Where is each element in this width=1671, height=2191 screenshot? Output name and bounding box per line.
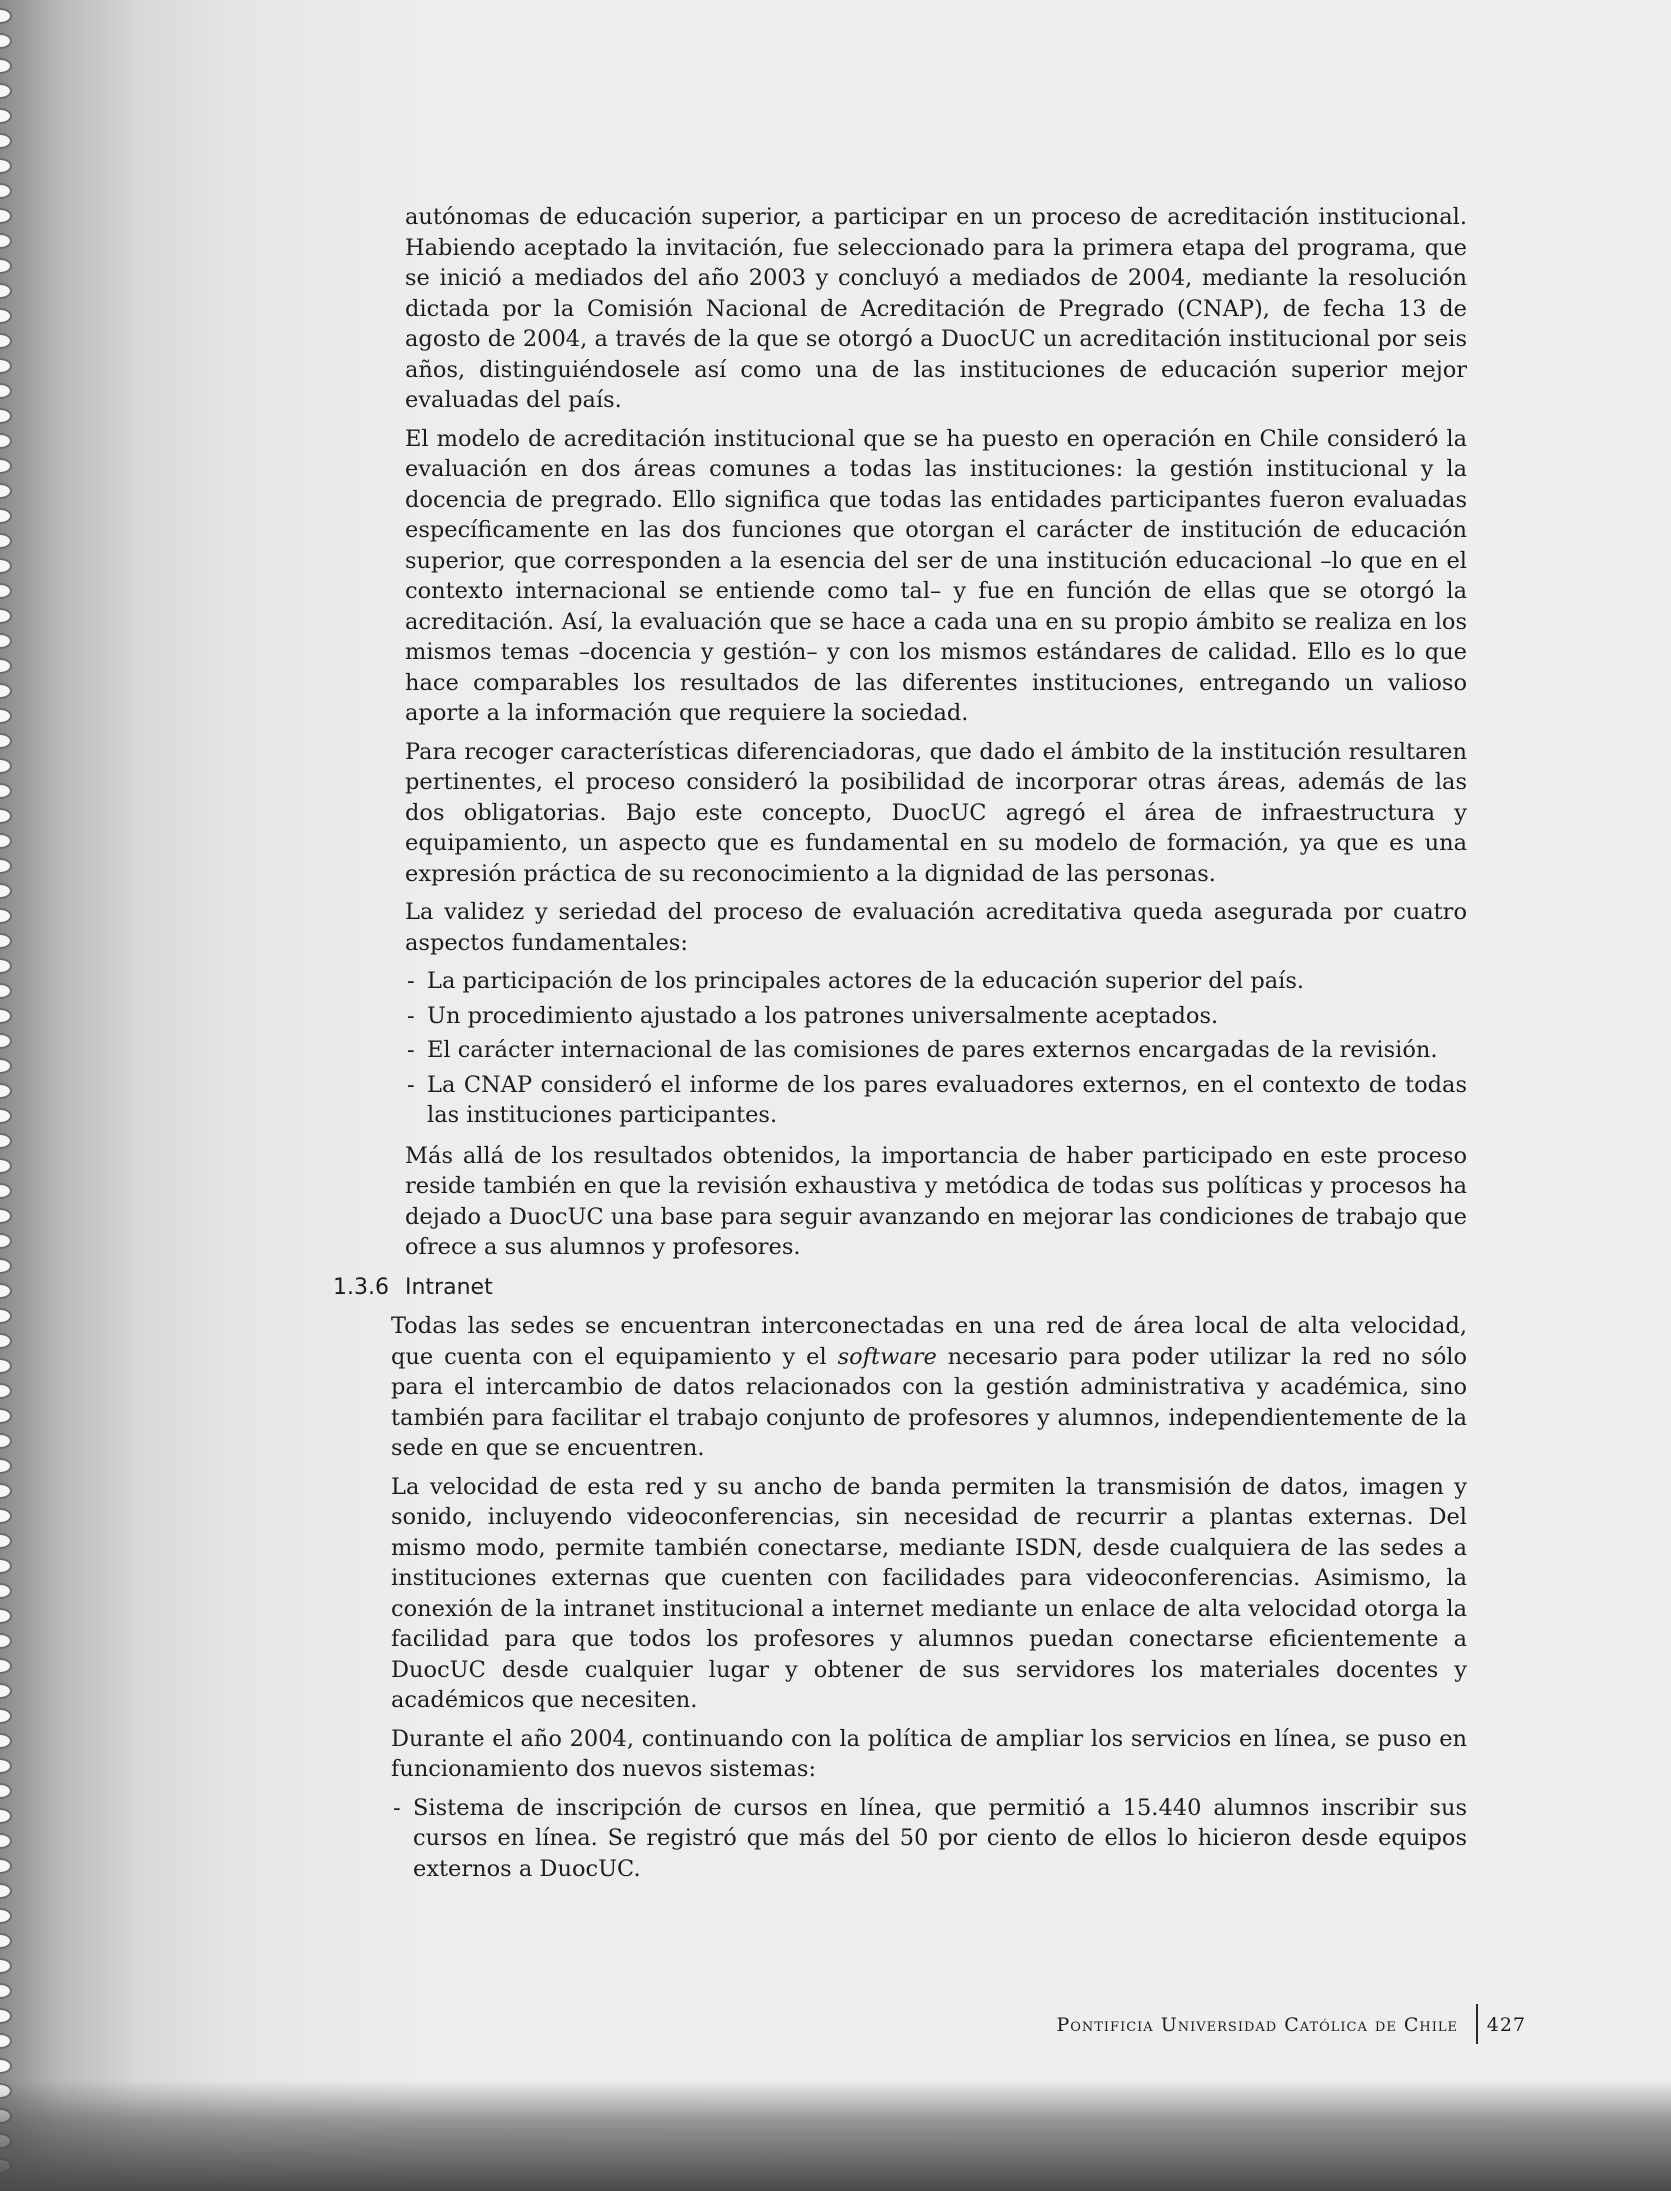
section-heading xyxy=(333,1273,1467,1304)
binding-ring xyxy=(0,1533,12,1549)
binding-ring xyxy=(0,1458,12,1474)
list-item: - El carácter internacional de las comisiones de pares externos encargadas de la revisión. xyxy=(427,1035,1467,1066)
binding-ring xyxy=(0,983,12,999)
binding-ring xyxy=(0,208,12,224)
binding-ring xyxy=(0,2033,12,2049)
binding-ring xyxy=(0,1658,12,1674)
text-run: Todas las sedes se encuentran interconectadas en una red de área local de alta velocidad, que cuenta con el equipamiento y el xyxy=(391,1313,1467,1370)
binding-ring xyxy=(0,133,12,149)
binding-ring xyxy=(0,808,12,824)
paragraph: El modelo de acreditación institucional que se ha puesto en operación en Chile consideró la evaluación en dos áreas comunes a todas las instituciones: la gestión institucional y la docencia de pregrado. Ello significa que todas las entidades participantes fueron evaluadas específicamente en las dos funciones que otorgan el carácter de institución de educación superior, que corresponden a la esencia del ser de una institución educacional –lo que en el contexto internacional se entiende como tal– y fue en función de ellas que se otorgó la acreditación. Así, la evaluación que se hace a cada una en su propio ámbito se realiza en los mismos temas –docencia y gestión– y con los mismos estándares de calidad. Ello es lo que hace comparables los resultados de las diferentes instituciones, entregando un valioso aporte a la información que requiere la sociedad. xyxy=(405,425,1467,726)
intranet-section xyxy=(391,1311,1467,1884)
binding-ring xyxy=(0,1133,12,1149)
binding-ring xyxy=(0,1583,12,1599)
list-item: - La CNAP consideró el informe de los pares evaluadores externos, en el contexto de todas las instituciones participantes. xyxy=(427,1070,1467,1131)
binding-ring xyxy=(0,1808,12,1824)
list-item: - La participación de los principales actores de la educación superior del país. xyxy=(427,966,1467,997)
binding-ring xyxy=(0,233,12,249)
binding-ring xyxy=(0,83,12,99)
binding-ring xyxy=(0,1358,12,1374)
paragraph: Para recoger características diferenciadoras, que dado el ámbito de la institución resultaren pertinentes, el proceso consideró la posibilidad de incorporar otras áreas, además de las dos obligatorias. Bajo este concepto, DuocUC agregó el área de infraestructura y equipamiento, un aspecto que es fundamental en su modelo de formación, ya que es una expresión práctica de su reconocimiento a la dignidad de las personas. xyxy=(405,738,1467,887)
binding-ring xyxy=(0,8,12,24)
binding-ring xyxy=(0,508,12,524)
binding-ring xyxy=(0,158,12,174)
binding-ring xyxy=(0,1508,12,1524)
binding-ring xyxy=(0,1883,12,1899)
paragraph: Más allá de los resultados obtenidos, la importancia de haber participado en este proceso reside también en que la revisión exhaustiva y metódica de todas sus políticas y procesos ha dejado a DuocUC una base para seguir avanzando en mejorar las condiciones de trabajo que ofrece a sus alumnos y profesores. xyxy=(405,1142,1467,1260)
binding-ring xyxy=(0,2008,12,2024)
binding-ring xyxy=(0,258,12,274)
binding-ring xyxy=(0,908,12,924)
paragraph: Durante el año 2004, continuando con la política de ampliar los servicios en línea, se puso en funcionamiento dos nuevos sistemas: xyxy=(391,1725,1467,1782)
section-title: Intranet xyxy=(405,1274,493,1300)
binding-ring xyxy=(0,1708,12,1724)
page-body xyxy=(333,202,1467,1894)
binding-ring xyxy=(0,1558,12,1574)
binding-ring xyxy=(0,1683,12,1699)
binding-ring xyxy=(0,1408,12,1424)
binding-ring xyxy=(0,1858,12,1874)
binding-ring xyxy=(0,1083,12,1099)
systems-list xyxy=(391,1793,1467,1885)
binding-ring xyxy=(0,1633,12,1649)
binding-ring xyxy=(0,308,12,324)
binding-ring xyxy=(0,1758,12,1774)
binding-ring xyxy=(0,408,12,424)
binding-ring xyxy=(0,1333,12,1349)
binding-ring xyxy=(0,533,12,549)
binding-ring xyxy=(0,2058,12,2074)
binding-ring xyxy=(0,1033,12,1049)
list-item: - Un procedimiento ajustado a los patrones universalmente aceptados. xyxy=(427,1001,1467,1032)
paragraph xyxy=(391,1311,1467,1464)
binding-ring xyxy=(0,283,12,299)
binding-ring xyxy=(0,1058,12,1074)
binding-ring xyxy=(0,108,12,124)
section-number: 1.3.6 xyxy=(333,1274,389,1300)
binding-ring xyxy=(0,733,12,749)
binding-ring xyxy=(0,858,12,874)
binding-ring xyxy=(0,333,12,349)
binding-ring xyxy=(0,1983,12,1999)
scan-shadow xyxy=(0,2080,1671,2191)
binding-ring xyxy=(0,1008,12,1024)
binding-ring xyxy=(0,458,12,474)
aspects-list xyxy=(405,966,1467,1131)
binding-ring xyxy=(0,33,12,49)
footer-institution: Pontificia Universidad Católica de Chile xyxy=(1056,2014,1458,2036)
binding-ring xyxy=(0,1908,12,1924)
binding-ring xyxy=(0,358,12,374)
binding-ring xyxy=(0,608,12,624)
binding-ring xyxy=(0,1733,12,1749)
binding-ring xyxy=(0,383,12,399)
binding-ring xyxy=(0,433,12,449)
binding-ring xyxy=(0,658,12,674)
italic-term: software xyxy=(837,1343,937,1370)
binding-ring xyxy=(0,1483,12,1499)
binding-ring xyxy=(0,1958,12,1974)
binding-ring xyxy=(0,758,12,774)
paragraph: La velocidad de esta red y su ancho de banda permiten la transmisión de datos, imagen y sonido, incluyendo videoconferencias, sin necesidad de recurrir a plantas externas. Del mismo modo, permite también conectarse, mediante ISDN, desde cualquiera de las sedes a instituciones externas que cuenten con facilidades para videoconferencias. Asimismo, la conexión de la intranet institucional a internet mediante un enlace de alta velocidad otorga la facilidad para que todos los profesores y alumnos puedan conectarse eficientemente a DuocUC desde cualquier lugar y obtener de sus servidores los materiales docentes y académicos que necesiten. xyxy=(391,1473,1467,1713)
binding-ring xyxy=(0,58,12,74)
binding-ring xyxy=(0,1183,12,1199)
binding-ring xyxy=(0,483,12,499)
text-run: necesario para poder utilizar la red no sólo para el intercambio de datos relacionados con la gestión administrativa y académica, sino también para facilitar el trabajo conjunto de profesores y alumnos, independientemente de la sede en que se encuentren. xyxy=(391,1343,1467,1461)
spiral-binding xyxy=(0,0,22,2191)
binding-ring xyxy=(0,583,12,599)
binding-ring xyxy=(0,558,12,574)
binding-ring xyxy=(0,1283,12,1299)
binding-ring xyxy=(0,933,12,949)
binding-ring xyxy=(0,1833,12,1849)
binding-ring xyxy=(0,958,12,974)
binding-ring xyxy=(0,1783,12,1799)
binding-ring xyxy=(0,1158,12,1174)
binding-ring xyxy=(0,708,12,724)
binding-ring xyxy=(0,633,12,649)
binding-ring xyxy=(0,1208,12,1224)
binding-ring xyxy=(0,1258,12,1274)
binding-ring xyxy=(0,183,12,199)
binding-ring xyxy=(0,1383,12,1399)
binding-ring xyxy=(0,883,12,899)
binding-ring xyxy=(0,1433,12,1449)
page-footer xyxy=(1018,2004,1538,2044)
footer-divider xyxy=(1476,2004,1478,2044)
binding-ring xyxy=(0,783,12,799)
binding-ring xyxy=(0,683,12,699)
binding-ring xyxy=(0,1608,12,1624)
list-item: - Sistema de inscripción de cursos en línea, que permitió a 15.440 alumnos inscribir sus cursos en línea. Se registró que más del 50 por ciento de ellos lo hicieron desde equipos externos a DuocUC. xyxy=(413,1793,1467,1885)
binding-ring xyxy=(0,1233,12,1249)
binding-ring xyxy=(0,833,12,849)
paragraph: autónomas de educación superior, a participar en un proceso de acreditación institucional. Habiendo aceptado la invitación, fue seleccionado para la primera etapa del programa, que se inició a mediados del año 2003 y concluyó a mediados de 2004, mediante la resolución dictada por la Comisión Nacional de Acreditación de Pregrado (CNAP), de fecha 13 de agosto de 2004, a través de la que se otorgó a DuocUC un acreditación institucional por seis años, distinguiéndosele así como una de las instituciones de educación superior mejor evaluadas del país. xyxy=(405,204,1467,413)
binding-ring xyxy=(0,1108,12,1124)
paragraph: La validez y seriedad del proceso de evaluación acreditativa queda asegurada por cuatro aspectos fundamentales: xyxy=(405,899,1467,956)
binding-ring xyxy=(0,1933,12,1949)
page-number: 427 xyxy=(1486,2014,1526,2036)
binding-ring xyxy=(0,1308,12,1324)
